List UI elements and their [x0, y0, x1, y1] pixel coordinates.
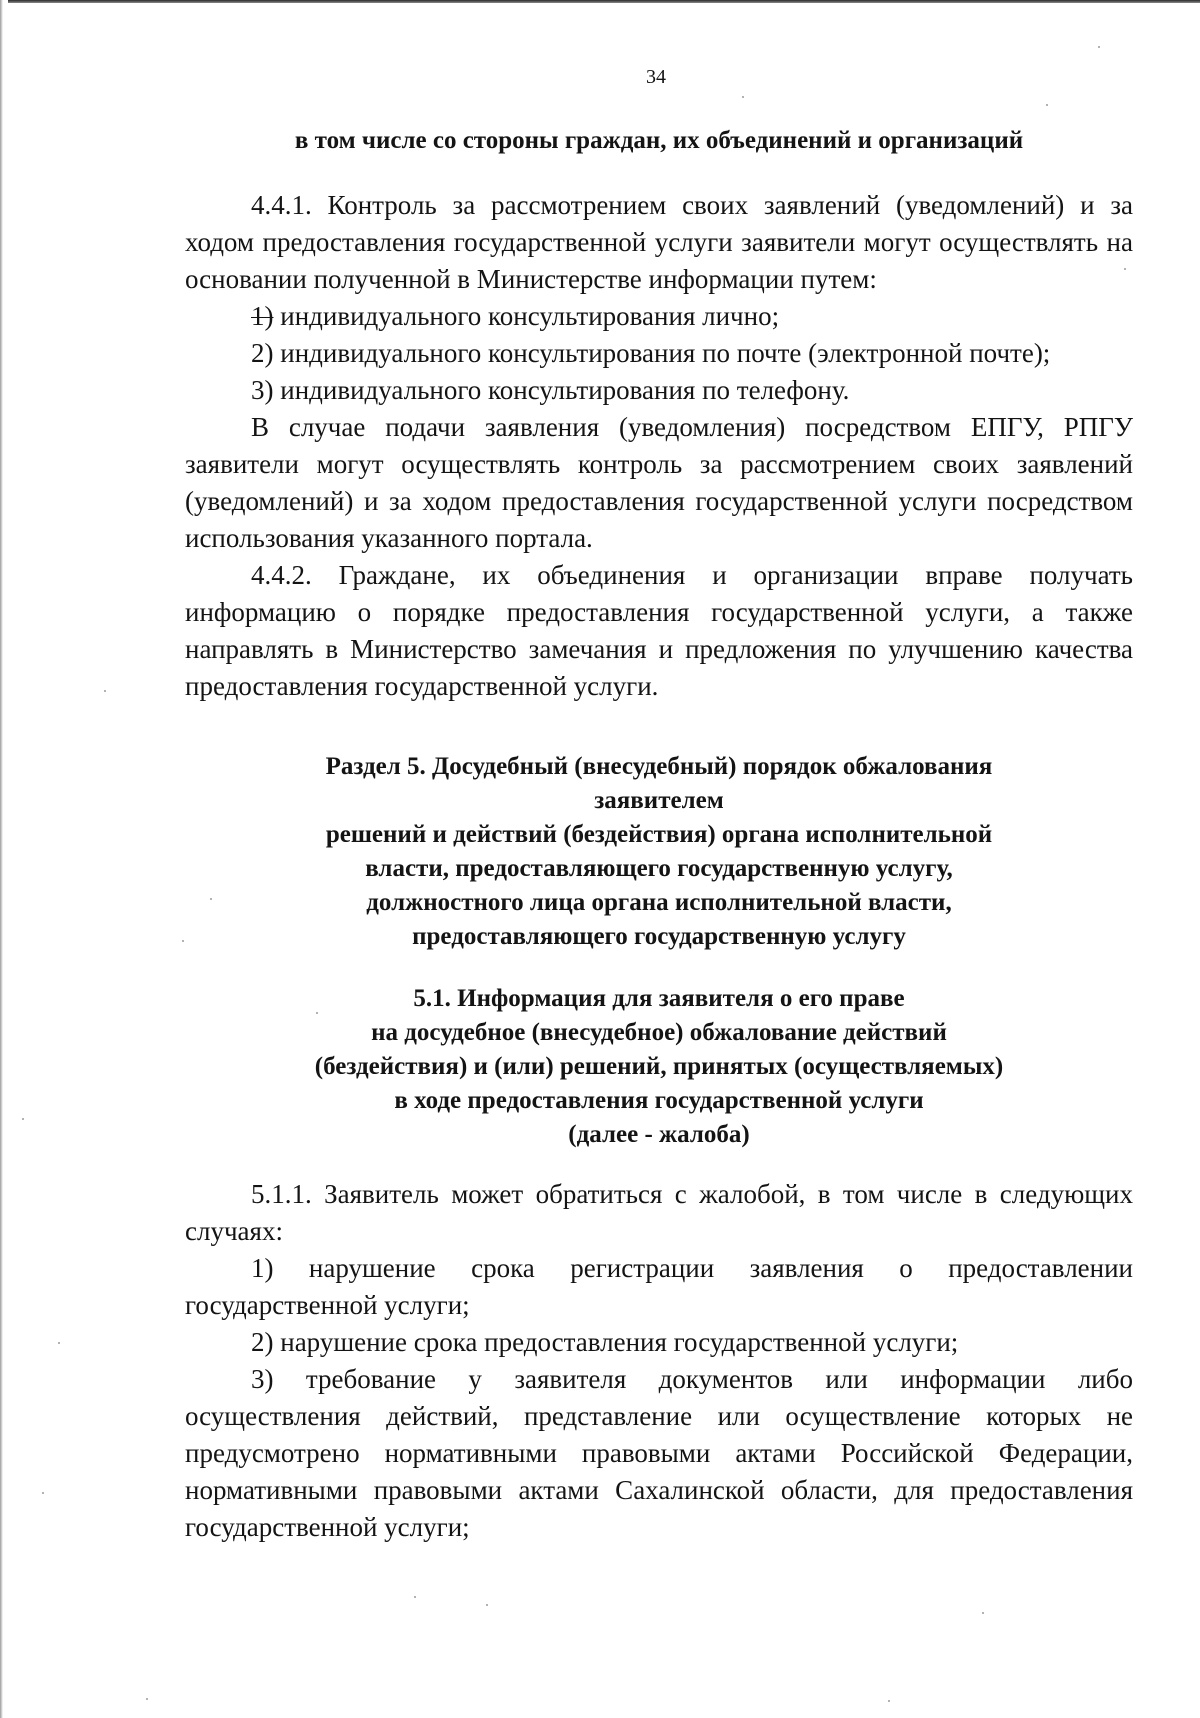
- section-5-heading-line-2: заявителем: [594, 787, 724, 814]
- list-item-1-number: 1): [251, 301, 274, 331]
- section-5-heading-line-6: предоставляющего государственную услугу: [412, 923, 906, 950]
- list-item-3: 3) индивидуального консультирования по телефону.: [251, 375, 850, 405]
- scan-speck: [42, 1492, 44, 1494]
- section-5-heading-line-1: Раздел 5. Досудебный (внесудебный) порядок обжалования: [325, 753, 993, 780]
- case-item-2: 2) нарушение срока предоставления государственной услуги;: [251, 1327, 959, 1357]
- section-4-4-heading-continuation: в том числе со стороны граждан, их объединений и организаций: [294, 127, 1024, 154]
- page-number: 34: [646, 66, 666, 88]
- section-4-4-body: [185, 187, 1133, 705]
- paragraph-epgu: В случае подачи заявления (уведомления) посредством ЕПГУ, РПГУ заявители могут осуществлять контроль за рассмотрением своих заявлений (уведомлений) и за ходом предоставления государственной услуги посредством использования указанного портала.: [185, 412, 1133, 553]
- scan-speck: [742, 96, 744, 98]
- list-item-1-text: индивидуального консультирования лично;: [273, 301, 780, 331]
- scan-speck: [888, 1700, 890, 1702]
- case-item-3: 3) требование у заявителя документов или информации либо осуществления действий, представление или осуществление которых не предусмотрено нормативными правовыми актами Российской Федерации, нормативными правовыми актами Сахалинской области, для предоставления государственной услуги;: [185, 1364, 1133, 1542]
- scan-speck: [104, 690, 106, 692]
- scan-speck: [1046, 104, 1048, 106]
- scan-speck: [182, 940, 184, 942]
- paragraph-4-4-2: 4.4.2. Граждане, их объединения и организации вправе получать информацию о порядке предоставления государственной услуги, а также направлять в Министерство замечания и предложения по улучшению качества предоставления государственной услуги.: [185, 560, 1133, 701]
- paragraph-4-4-1: 4.4.1. Контроль за рассмотрением своих заявлений (уведомлений) и за ходом предоставления государственной услуги заявители могут осуществлять на основании полученной в Министерстве информации путем:: [185, 190, 1133, 294]
- subsection-5-1-heading-line-1: 5.1. Информация для заявителя о его праве: [413, 985, 905, 1012]
- scan-speck: [1098, 46, 1100, 48]
- scan-speck: [22, 1118, 24, 1120]
- section-5-1-1-body: [185, 1176, 1133, 1546]
- section-5-heading-line-4: власти, предоставляющего государственную услугу,: [365, 855, 953, 882]
- scan-speck: [414, 1596, 416, 1598]
- scan-speck: [486, 1604, 488, 1606]
- subsection-5-1-heading-line-4: в ходе предоставления государственной услуги: [394, 1087, 924, 1114]
- scan-edge-top: [8, 0, 1200, 3]
- subsection-5-1-heading-line-2: на досудебное (внесудебное) обжалование действий: [371, 1019, 947, 1046]
- scan-speck: [58, 1342, 60, 1344]
- scan-speck: [982, 1612, 984, 1614]
- scan-speck: [316, 1012, 318, 1014]
- section-5-heading-line-3: решений и действий (бездействия) органа исполнительной: [325, 821, 993, 848]
- subsection-5-1-heading-line-5: (далее - жалоба): [568, 1121, 750, 1148]
- section-5-heading-line-5: должностного лица органа исполнительной власти,: [366, 889, 952, 916]
- scan-speck: [210, 898, 212, 900]
- subsection-5-1-heading-line-3: (бездействия) и (или) решений, принятых (осуществляемых): [314, 1053, 1004, 1080]
- scan-edge-left: [0, 0, 3, 1718]
- list-item-2: 2) индивидуального консультирования по почте (электронной почте);: [251, 338, 1051, 368]
- paragraph-5-1-1: 5.1.1. Заявитель может обратиться с жалобой, в том числе в следующих случаях:: [185, 1179, 1133, 1246]
- case-item-1: 1) нарушение срока регистрации заявления о предоставлении государственной услуги;: [185, 1253, 1133, 1320]
- list-item-1: [185, 298, 1133, 335]
- scan-speck: [1124, 268, 1126, 270]
- scan-speck: [146, 1698, 148, 1700]
